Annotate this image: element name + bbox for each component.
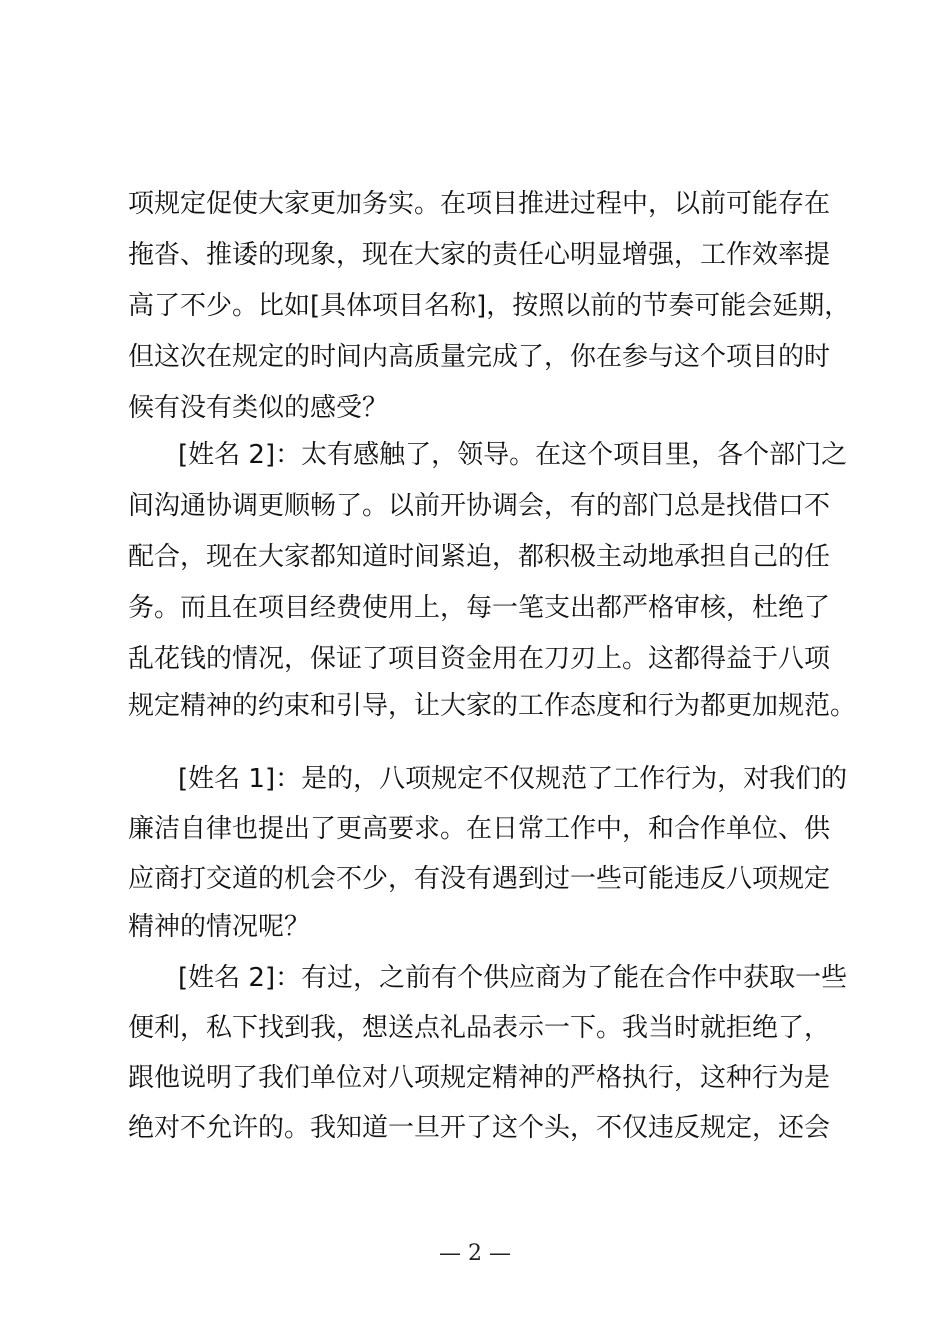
text-line: 高了不少。比如[具体项目名称]，按照以前的节奏可能会延期，: [128, 291, 851, 321]
text-line: [姓名 2]：太有感触了，领导。在这个项目里，各个部门之: [178, 440, 848, 470]
text-line: 跟他说明了我们单位对八项规定精神的严格执行，这种行为是: [128, 1063, 831, 1093]
text-line: 拖沓、推诿的现象，现在大家的责任心明显增强，工作效率提: [128, 240, 831, 270]
text-line: [姓名 1]：是的，八项规定不仅规范了工作行为，对我们的: [178, 764, 848, 794]
text-line: 便利，私下找到我，想送点礼品表示一下。我当时就拒绝了，: [128, 1013, 831, 1043]
text-line: 配合，现在大家都知道时间紧迫，都积极主动地承担自己的任: [128, 542, 831, 572]
text-line: 间沟通协调更顺畅了。以前开协调会，有的部门总是找借口不: [128, 491, 831, 521]
text-line: 项规定促使大家更加务实。在项目推进过程中，以前可能存在: [128, 189, 831, 219]
page-number: — 2 —: [439, 1241, 511, 1266]
text-line: 但这次在规定的时间内高质量完成了，你在参与这个项目的时: [128, 342, 831, 372]
text-line: 应商打交道的机会不少，有没有遇到过一些可能违反八项规定: [128, 864, 831, 894]
text-line: 廉洁自律也提出了更高要求。在日常工作中，和合作单位、供: [128, 814, 831, 844]
text-line: 候有没有类似的感受？: [128, 393, 389, 423]
text-line: 务。而且在项目经费使用上，每一笔支出都严格审核，杜绝了: [128, 593, 831, 623]
text-line: 绝对不允许的。我知道一旦开了这个头，不仅违反规定，还会: [128, 1113, 831, 1143]
text-line: [姓名 2]：有过，之前有个供应商为了能在合作中获取一些: [178, 963, 848, 993]
text-line: 规定精神的约束和引导，让大家的工作态度和行为都更加规范。: [128, 691, 857, 721]
text-line: 乱花钱的情况，保证了项目资金用在刀刃上。这都得益于八项: [128, 644, 831, 674]
text-line: 精神的情况呢？: [128, 912, 311, 942]
